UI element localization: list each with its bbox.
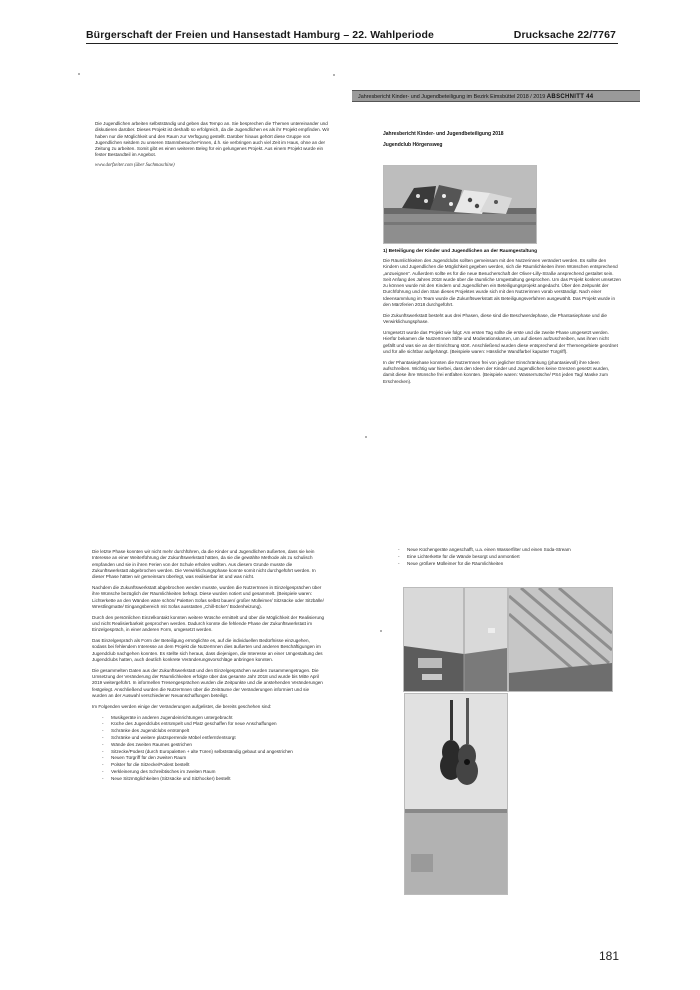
room-corner-graphic [404,588,507,691]
report-subtitle: Jugendclub Hörgensweg [383,142,443,148]
top-left-paragraph: Die Jugendlichen arbeiten selbstständig und geben das Tempo an. Sie besprechen die Themen untereinander und diskutieren darüber. Dieses Projekt ist deshalb so erfolgreich, da die Jugendlichen es als ihr Projekt empfinden. Wir haben nur die Möglichkeit und den Raum zur Verfügung gestellt. Darüber hinaus gehört diese Gruppe von Jugendlichen seitdem zu unseren Stammbesucher*innen, d.h. sie verbringen auch viel Zeit im Haus, ohne an der Zeitung zu arbeiten. Somit gibt es einen weiteren Beleg für ein gelungenes Projekt. Aus einem Projekt wurde ein fester Bestandteil im Angebot. [95,121,330,158]
scan-speck [78,73,80,75]
bottom-paragraph-2: Nachdem die Zukunftswerkstatt abgebrochen werden musste, wurden die NutzerInnen in Einzelgesprächen über ihre Wünsche bezüglich der Räumlichkeiten befragt. Diese wurden notiert und gesammelt. (Beispiele waren: Lichterkette an den Wänden wäre schön/ Paletten Sofas selbst bauen/ großer Mülleimer/ Sitzsäcke oder Sitzbälle/ Wrestlingmatte/ Eingangsbereich mit Sofas ausstatten „Chill-Ecke“/ Bodenheizung). [92,584,324,609]
scan-speck [365,436,367,438]
report-title: Jahresbericht Kinder- und Jugendbeteiligung 2018 [383,131,504,137]
bottom-right-text [396,547,616,567]
pillows-photo-graphic [384,166,536,243]
band-label: Jahresbericht Kinder- und Jugendbeteiligung im Bezirk Eimsbüttel 2018 / 2019 [358,94,546,100]
changes-list-continued [396,547,616,567]
list-item: - Eine Lichterkette für die Wände besorgt und anmontiert [396,554,616,560]
bottom-paragraph-6: Im Folgenden werden einige der Veränderungen aufgelistet, die bereits geschehen sind: [92,703,272,709]
scan-speck [333,74,335,76]
diagonal-wall-graphic [509,588,612,691]
right-column-header [383,131,615,149]
list-item: - Schränke und weitere platzsperrende Möbel entfernt/entsorgt [100,735,325,741]
right-paragraph-2: Die Zukunftswerkstatt besteht aus drei Phasen, diese sind die Beschwerdephase, die Phantasiephase und die Verwirklichungsphase. [383,312,607,325]
photo-guitars [404,693,508,895]
list-item: - Sitzecke/Podest (durch Europaletten + alte Türen) selbstständig gebaut und angestrichen [100,749,325,755]
bottom-left-text [92,549,325,783]
right-column-body [383,248,621,389]
right-paragraph-1: Die Räumlichkeiten des Jugendclubs sollten gemeinsam mit den Nutzerinnen verändert werden. Es sollte den Kindern und Jugendlichen die Möglichkeit gegeben werden, sich die Räumlichkeiten ihren Wünschen entsprechend „anzueignen“. Außerdem sollte es für die neue Besucherschaft der Oliver-Lilly-Straße ansprechend gestaltet sein. Seit Anfang des Jahres 2018 wurde über die räumliche Umgestaltung gesprochen. Um das Projekt konkret umsetzen zu können wurde mit den Kindern und Jugendlichen ein Beteiligungsprojekt angedacht. Über den Zeitpunkt der Durchführung und den Stan dieses Projektes wurde sich mit den Nutzerinnen vorab verständigt. Nach einer Ideensammlung im Team wurde die Zukunftswerkstatt als Beteiligungsverfahren ausgewählt. Das Projekt wurde in den Märzferien 2018 durchgeführt. [383,258,621,308]
section-heading: 1) Beteiligung der Kinder und Jugendlichen an der Raumgestaltung [383,249,538,254]
list-item: - Verkleinerung des Schreibtisches im zweiten Raum [100,769,325,775]
list-item: - Musikgeräte in anderen Jugendeinrichtungen untergebracht [100,715,325,721]
list-item: - Neue größere Mülleimer für die Räumlichkeiten [396,561,616,567]
bottom-paragraph-1: Die letzte Phase konnten wir nicht mehr durchführen, da die Kinder und Jugendlichen äußerten, dass sie kein Interesse an einer Weiterführung der Zukunftswerkstatt hätten, da sie die gewählte Methode als zu schulisch empfanden und sie in ihren Ferien von der Schule erholen wollten. Aus diesem Grunde musste die Zukunftswerkstatt abgebrochen werden. Die Verwirklichungsphase konnte somit nicht durchgeführt werden. In dieser Phase hätten wir gemeinsam überlegt, was realisierbar ist und was nicht. [92,549,316,580]
list-item: - Neuen Türgriff für den zweiten Raum [100,755,325,761]
bottom-paragraph-4: Das Einzelgespräch als Form der Beteiligung ermöglichte es, auf die individuellen Bedürfnisse einzugehen, sodass bei fehlendem Interesse an dem Projekt die NutzerInnen dies äußerten und anderen Beschäftigungen im Jugendclub nachgehen konnten. Es stellte sich heraus, dass diejenigen, die Interesse an einer Umgestaltung des Jugendclubs hatten, auch deutlich konkrete Veränderungsvorschläge anbringen konnten. [92,638,323,662]
bottom-paragraph-3: Durch den persönlichen Einzelkontakt konnten weitere Wüsche ermittelt und über die Möglichkeit der Realisierung und nicht Realisierbarkeit gesprochen werden. Dadurch konnte die fehlende Phase der Zukunftswerkstatt im Einzelgespräch, in einer anderen Form, umgesetzt werden. [92,614,325,633]
photo-pillows [383,165,537,244]
photo-diagonal-wall [508,587,613,692]
scan-speck [380,630,382,632]
band-section: ABSCHNITT 44 [546,94,594,100]
top-left-text [95,121,335,174]
list-item: - Neue Sitzmöglichkeiten (Sitzsäcke und Sitzhocker) bestellt [100,776,325,782]
right-paragraph-4: In der Phantasiephase konnten die NutzerInnen frei von jeglicher Einschränkung (phantasievoll) ihre Ideen aufschreiben. Wichtig war hierbei, dass den Ideen der Kinder und Jugendlichen keine Grenzen gesetzt wurden, damit diese ihre Wünsche frei entfalten konnten. (Beispiele waren: Wasserrutsche/ PS4 jeden Tag/ Maske zum Erschrecken). [383,359,610,384]
section-band [352,90,640,102]
bottom-paragraph-5: Die gesammelten Daten aus der Zukunftswerkstatt und den Einzelgesprächen wurden zusammengetragen. Die Umsetzung der Veränderung der Räumlichkeiten erfolgte über das gesamte Jahr 2018 und wurde bis Mitte April 2019 weitergeführt. In informellen Tresengesprächen wurden die Zeitpunkte und die anstehenden Veränderungen festgelegt. Anschließend wurden die NutzerInnen über die Zeiträume der Veränderungen informiert und sie wurden an der Auswahl verschiedener Neuanschaffungen beteiligt. [92,667,323,698]
list-item: - Neue Küchengeräte angeschafft, u.a. einen Wasserfilter und einen Soda-Stream [396,547,616,553]
list-item: - Schränke des Jugendclubs entrümpelt [100,728,325,734]
drucksache-number: Drucksache 22/7767 [513,29,616,41]
list-item: - Polster für die Sitzecke/Podest bestellt [100,762,325,768]
photo-room-corner [403,587,508,692]
page-number: 181 [599,949,620,963]
right-paragraph-3: Umgesetzt wurde das Projekt wie folgt: Am ersten Tag sollte die erste und die zweite Phase umgesetzt werden. Hierfür bekamen die NutzerInnen Stifte und Moderationskarten, um auf diesen aufzuschreiben, was ihnen nicht gefällt und was sie an der Einrichtung stört. Anschließend wurden diese entsprechend der Themengebiete geordnet und für alle sichtbar aufgehängt. (Beispiele waren: Hässliche Wandfarbe/ kaputter Türgriff). [383,329,618,354]
header-title: Bürgerschaft der Freien und Hansestadt Hamburg – 22. Wahlperiode [86,29,434,41]
list-item: - Küche des Jugendclubs entrümpelt und Platz geschaffen für neue Anschaffungen [100,721,325,727]
header-rule [86,43,618,44]
guitars-graphic [405,694,507,894]
list-item: - Wände des zweiten Raumes gestrichen [100,742,325,748]
changes-list [92,715,325,782]
image-source-caption: www.dorfzeiter.com (über Suchmaschine) [95,163,175,169]
